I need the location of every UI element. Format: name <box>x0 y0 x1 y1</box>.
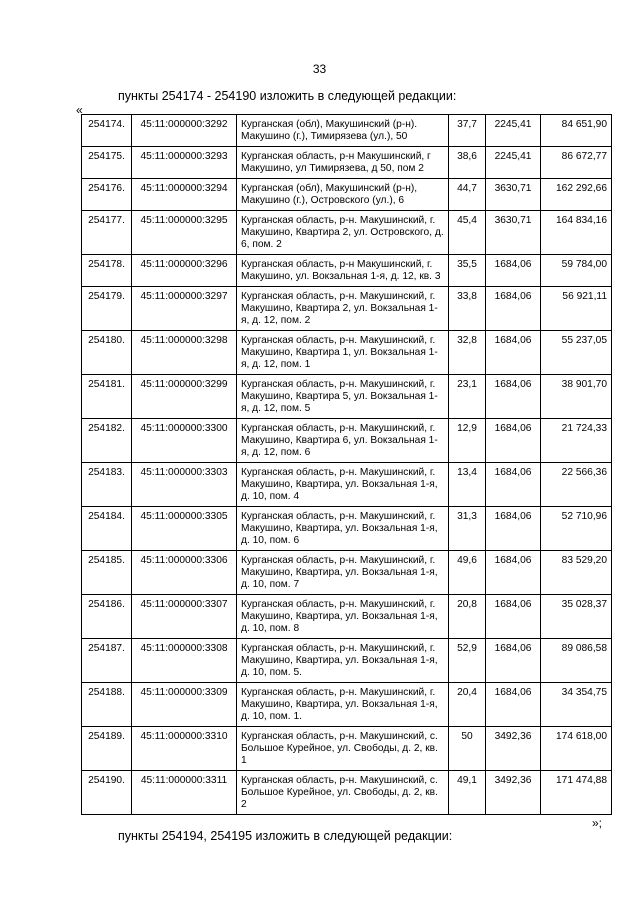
open-quote: « <box>76 103 83 117</box>
item-number-cell: 254187. <box>82 639 132 683</box>
cadastral-table <box>81 114 612 815</box>
area-cell: 50 <box>449 727 486 771</box>
rate-cell: 3630,71 <box>486 211 541 255</box>
rate-cell: 1684,06 <box>486 463 541 507</box>
rate-cell: 1684,06 <box>486 331 541 375</box>
cost-cell: 34 354,75 <box>541 683 612 727</box>
item-number-cell: 254176. <box>82 179 132 211</box>
rate-cell: 1684,06 <box>486 419 541 463</box>
cost-cell: 83 529,20 <box>541 551 612 595</box>
item-number-cell: 254177. <box>82 211 132 255</box>
cost-cell: 35 028,37 <box>541 595 612 639</box>
cadastral-number-cell: 45:11:000000:3292 <box>132 115 237 147</box>
area-cell: 13,4 <box>449 463 486 507</box>
rate-cell: 1684,06 <box>486 683 541 727</box>
cost-cell: 59 784,00 <box>541 255 612 287</box>
item-number-cell: 254175. <box>82 147 132 179</box>
item-number-cell: 254189. <box>82 727 132 771</box>
table-row <box>82 287 612 331</box>
rate-cell: 1684,06 <box>486 639 541 683</box>
cost-cell: 52 710,96 <box>541 507 612 551</box>
area-cell: 20,4 <box>449 683 486 727</box>
cost-cell: 89 086,58 <box>541 639 612 683</box>
address-cell: Курганская область, р-н. Макушинский, г. Макушино, Квартира 6, ул. Вокзальная 1-я, д. 12, пом. 6 <box>237 419 449 463</box>
cost-cell: 162 292,66 <box>541 179 612 211</box>
area-cell: 52,9 <box>449 639 486 683</box>
cadastral-number-cell: 45:11:000000:3299 <box>132 375 237 419</box>
cadastral-number-cell: 45:11:000000:3293 <box>132 147 237 179</box>
address-cell: Курганская область, р-н. Макушинский, г. Макушино, Квартира, ул. Вокзальная 1-я, д. 10, пом. 5. <box>237 639 449 683</box>
cadastral-number-cell: 45:11:000000:3305 <box>132 507 237 551</box>
table-row <box>82 115 612 147</box>
table-row <box>82 211 612 255</box>
address-cell: Курганская область, р-н. Макушинский, с. Большое Курейное, ул. Свободы, д. 2, кв. 1 <box>237 727 449 771</box>
page-number: 33 <box>312 62 327 76</box>
address-cell: Курганская область, р-н. Макушинский, г. Макушино, Квартира, ул. Вокзальная 1-я, д. 10, пом. 6 <box>237 507 449 551</box>
address-cell: Курганская область, р-н Макушинский, г. Макушино, ул. Вокзальная 1-я, д. 12, кв. 3 <box>237 255 449 287</box>
cadastral-number-cell: 45:11:000000:3303 <box>132 463 237 507</box>
item-number-cell: 254184. <box>82 507 132 551</box>
address-cell: Курганская область, р-н. Макушинский, г. Макушино, Квартира, ул. Вокзальная 1-я, д. 10, пом. 7 <box>237 551 449 595</box>
table-row <box>82 639 612 683</box>
cadastral-number-cell: 45:11:000000:3295 <box>132 211 237 255</box>
rate-cell: 1684,06 <box>486 375 541 419</box>
area-cell: 35,5 <box>449 255 486 287</box>
table-row <box>82 771 612 815</box>
address-cell: Курганская область, р-н. Макушинский, г. Макушино, Квартира, ул. Вокзальная 1-я, д. 10, пом. 8 <box>237 595 449 639</box>
outro-text: пункты 254194, 254195 изложить в следующей редакции: <box>118 829 453 843</box>
area-cell: 23,1 <box>449 375 486 419</box>
cost-cell: 86 672,77 <box>541 147 612 179</box>
area-cell: 12,9 <box>449 419 486 463</box>
cadastral-number-cell: 45:11:000000:3297 <box>132 287 237 331</box>
cost-cell: 164 834,16 <box>541 211 612 255</box>
item-number-cell: 254190. <box>82 771 132 815</box>
cost-cell: 174 618,00 <box>541 727 612 771</box>
table-row <box>82 147 612 179</box>
item-number-cell: 254178. <box>82 255 132 287</box>
cost-cell: 171 474,88 <box>541 771 612 815</box>
cadastral-number-cell: 45:11:000000:3298 <box>132 331 237 375</box>
area-cell: 44,7 <box>449 179 486 211</box>
table-row <box>82 507 612 551</box>
rate-cell: 1684,06 <box>486 287 541 331</box>
area-cell: 45,4 <box>449 211 486 255</box>
table-row <box>82 463 612 507</box>
rate-cell: 3630,71 <box>486 179 541 211</box>
rate-cell: 1684,06 <box>486 551 541 595</box>
cadastral-number-cell: 45:11:000000:3307 <box>132 595 237 639</box>
area-cell: 32,8 <box>449 331 486 375</box>
item-number-cell: 254174. <box>82 115 132 147</box>
rate-cell: 3492,36 <box>486 771 541 815</box>
cost-cell: 84 651,90 <box>541 115 612 147</box>
rate-cell: 2245,41 <box>486 115 541 147</box>
rate-cell: 1684,06 <box>486 595 541 639</box>
cadastral-number-cell: 45:11:000000:3296 <box>132 255 237 287</box>
item-number-cell: 254183. <box>82 463 132 507</box>
address-cell: Курганская (обл), Макушинский (р-н). Макушино (г.), Тимирязева (ул.), 50 <box>237 115 449 147</box>
area-cell: 37,7 <box>449 115 486 147</box>
address-cell: Курганская область, р-н Макушинский, г Макушино, ул Тимирязева, д 50, пом 2 <box>237 147 449 179</box>
item-number-cell: 254181. <box>82 375 132 419</box>
cost-cell: 21 724,33 <box>541 419 612 463</box>
area-cell: 20,8 <box>449 595 486 639</box>
address-cell: Курганская область, р-н. Макушинский, г. Макушино, Квартира, ул. Вокзальная 1-я, д. 10, пом. 4 <box>237 463 449 507</box>
cost-cell: 22 566,36 <box>541 463 612 507</box>
item-number-cell: 254186. <box>82 595 132 639</box>
table-row <box>82 375 612 419</box>
item-number-cell: 254180. <box>82 331 132 375</box>
table-row <box>82 551 612 595</box>
table-row <box>82 419 612 463</box>
address-cell: Курганская область, р-н. Макушинский, г. Макушино, Квартира 1, ул. Вокзальная 1-я, д. 12, пом. 1 <box>237 331 449 375</box>
address-cell: Курганская (обл), Макушинский (р-н), Макушино (г.), Островского (ул.), 6 <box>237 179 449 211</box>
item-number-cell: 254185. <box>82 551 132 595</box>
cadastral-number-cell: 45:11:000000:3300 <box>132 419 237 463</box>
item-number-cell: 254188. <box>82 683 132 727</box>
rate-cell: 1684,06 <box>486 255 541 287</box>
close-quote: »; <box>592 816 603 830</box>
address-cell: Курганская область, р-н. Макушинский, г. Макушино, Квартира 2, ул. Вокзальная 1-я, д. 12, пом. 2 <box>237 287 449 331</box>
area-cell: 33,8 <box>449 287 486 331</box>
cost-cell: 55 237,05 <box>541 331 612 375</box>
area-cell: 38,6 <box>449 147 486 179</box>
cadastral-number-cell: 45:11:000000:3308 <box>132 639 237 683</box>
address-cell: Курганская область, р-н. Макушинский, г. Макушино, Квартира, ул. Вокзальная 1-я, д. 10, пом. 1. <box>237 683 449 727</box>
cadastral-number-cell: 45:11:000000:3306 <box>132 551 237 595</box>
table-row <box>82 179 612 211</box>
address-cell: Курганская область, р-н. Макушинский, г. Макушино, Квартира 5, ул. Вокзальная 1-я, д. 12, пом. 5 <box>237 375 449 419</box>
rate-cell: 3492,36 <box>486 727 541 771</box>
item-number-cell: 254179. <box>82 287 132 331</box>
area-cell: 49,6 <box>449 551 486 595</box>
rate-cell: 1684,06 <box>486 507 541 551</box>
address-cell: Курганская область, р-н. Макушинский, г. Макушино, Квартира 2, ул. Островского, д. 6, пом. 2 <box>237 211 449 255</box>
table-row <box>82 595 612 639</box>
cadastral-number-cell: 45:11:000000:3309 <box>132 683 237 727</box>
cadastral-number-cell: 45:11:000000:3311 <box>132 771 237 815</box>
cost-cell: 56 921,11 <box>541 287 612 331</box>
item-number-cell: 254182. <box>82 419 132 463</box>
cadastral-number-cell: 45:11:000000:3294 <box>132 179 237 211</box>
rate-cell: 2245,41 <box>486 147 541 179</box>
area-cell: 49,1 <box>449 771 486 815</box>
table-row <box>82 331 612 375</box>
table-row <box>82 255 612 287</box>
table-row <box>82 683 612 727</box>
cost-cell: 38 901,70 <box>541 375 612 419</box>
table-row <box>82 727 612 771</box>
cadastral-number-cell: 45:11:000000:3310 <box>132 727 237 771</box>
intro-text: пункты 254174 - 254190 изложить в следующей редакции: <box>118 89 457 103</box>
address-cell: Курганская область, р-н. Макушинский, с. Большое Курейное, ул. Свободы, д. 2, кв. 2 <box>237 771 449 815</box>
area-cell: 31,3 <box>449 507 486 551</box>
